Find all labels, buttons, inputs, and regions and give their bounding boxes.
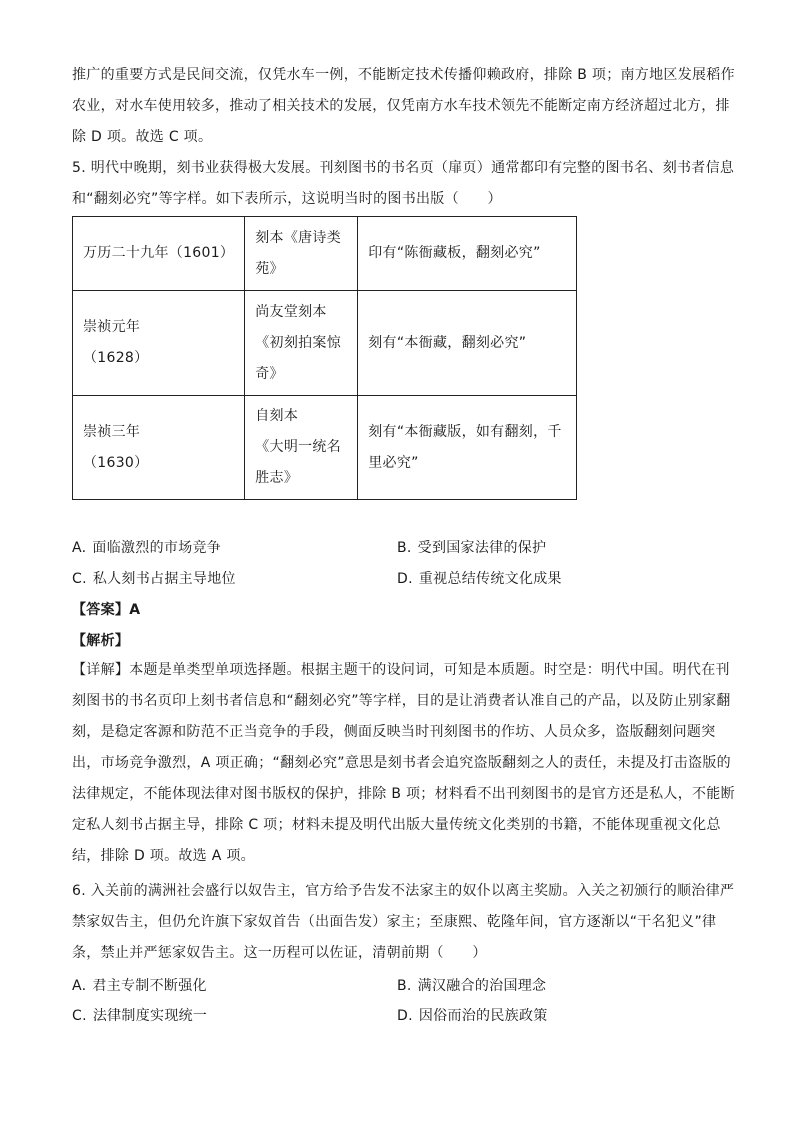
table-cell-year: 万历二十九年（1601） <box>73 217 245 291</box>
table-row <box>73 396 577 500</box>
text-line: 刻，是稳定客源和防范不正当竞争的手段，侧面反映当时刊刻图书的作坊、人员众多，盗版翻刻问题突 <box>72 724 716 740</box>
table-cell-year: 崇祯三年 （1630） <box>73 396 245 500</box>
text-line: 结，排除 D 项。故选 A 项。 <box>72 848 255 864</box>
table-cell-book: 自刻本 《大明一统名 胜志》 <box>245 396 358 500</box>
text-line: 【详解】本题是单类型单项选择题。根据主题干的设问词，可知是本质题。时空是：明代中国。明代在刊 <box>72 662 730 678</box>
text-line: 法律规定，不能体现法律对图书版权的保护，排除 B 项；材料看不出刊刻图书的是官方还是私人，不能断 <box>72 786 735 802</box>
question-5-stem <box>72 153 735 215</box>
table-cell-note: 刻有“本衙藏版，如有翻刻，千 里必究” <box>358 396 577 500</box>
text-line: 刻图书的书名页印上刻书者信息和“翻刻必究”等字样，目的是让消费者认准自己的产品，以及防止别家翻 <box>72 693 731 709</box>
table-cell-note: 刻有“本衙藏，翻刻必究” <box>358 291 577 396</box>
text-line: 禁家奴告主，但仍允许旗下家奴首告（出面告发）家主；至康熙、乾隆年间，官方逐渐以“干名犯义”律 <box>72 914 717 930</box>
option-d: D. 重视总结传统文化成果 <box>397 571 562 587</box>
intro-paragraph <box>72 60 735 153</box>
option-b: B. 受到国家法律的保护 <box>397 540 547 556</box>
text-line: 推广的重要方式是民间交流，仅凭水车一例，不能断定技术传播仰赖政府，排除 B 项；南方地区发展稻作 <box>72 67 735 83</box>
question-6-stem <box>72 876 735 969</box>
table-cell-book: 刻本《唐诗类 苑》 <box>245 217 358 291</box>
answer-label: 【答案】 <box>72 602 130 618</box>
table-row <box>73 291 577 396</box>
text-line: 农业，对水车使用较多，推动了相关技术的发展，仅凭南方水车技术领先不能断定南方经济超过北方，排 <box>72 98 730 114</box>
text-line: 5. 明代中晚期，刻书业获得极大发展。刊刻图书的书名页（扉页）通常都印有完整的图书名、刻书者信息 <box>72 160 735 176</box>
answer-value: A <box>129 602 141 618</box>
option-a: A. 君主专制不断强化 <box>72 978 207 994</box>
text-line: 出，市场竞争激烈，A 项正确；“翻刻必究”意思是刻书者会追究盗版翻刻之人的责任，未提及打击盗版的 <box>72 755 731 771</box>
text-line: 6. 入关前的满洲社会盛行以奴告主，官方给予告发不法家主的奴仆以离主奖励。入关之初颁行的顺治律严 <box>72 883 735 899</box>
detail-paragraph <box>72 655 735 872</box>
text-line: 定私人刻书占据主导，排除 C 项；材料未提及明代出版大量传统文化类别的书籍，不能体现重视文化总 <box>72 817 721 833</box>
option-c: C. 法律制度实现统一 <box>72 1008 208 1024</box>
table-cell-book: 尚友堂刻本 《初刻拍案惊 奇》 <box>245 291 358 396</box>
option-b: B. 满汉融合的治国理念 <box>397 978 547 994</box>
analysis-heading: 【解析】 <box>72 633 130 649</box>
text-line: 条，禁止并严惩家奴告主。这一历程可以佐证，清朝前期（ ） <box>72 945 487 961</box>
table-cell-year: 崇祯元年 （1628） <box>73 291 245 396</box>
table-cell-note: 印有“陈衙藏板，翻刻必究” <box>358 217 577 291</box>
text-line: 和“翻刻必究”等字样。如下表所示，这说明当时的图书出版（ ） <box>72 191 502 207</box>
text-line: 除 D 项。故选 C 项。 <box>72 129 213 145</box>
material-table <box>72 216 577 500</box>
answer-line <box>72 600 140 620</box>
table-row <box>73 217 577 291</box>
option-a: A. 面临激烈的市场竞争 <box>72 540 222 556</box>
option-c: C. 私人刻书占据主导地位 <box>72 571 236 587</box>
option-d: D. 因俗而治的民族政策 <box>397 1008 548 1024</box>
